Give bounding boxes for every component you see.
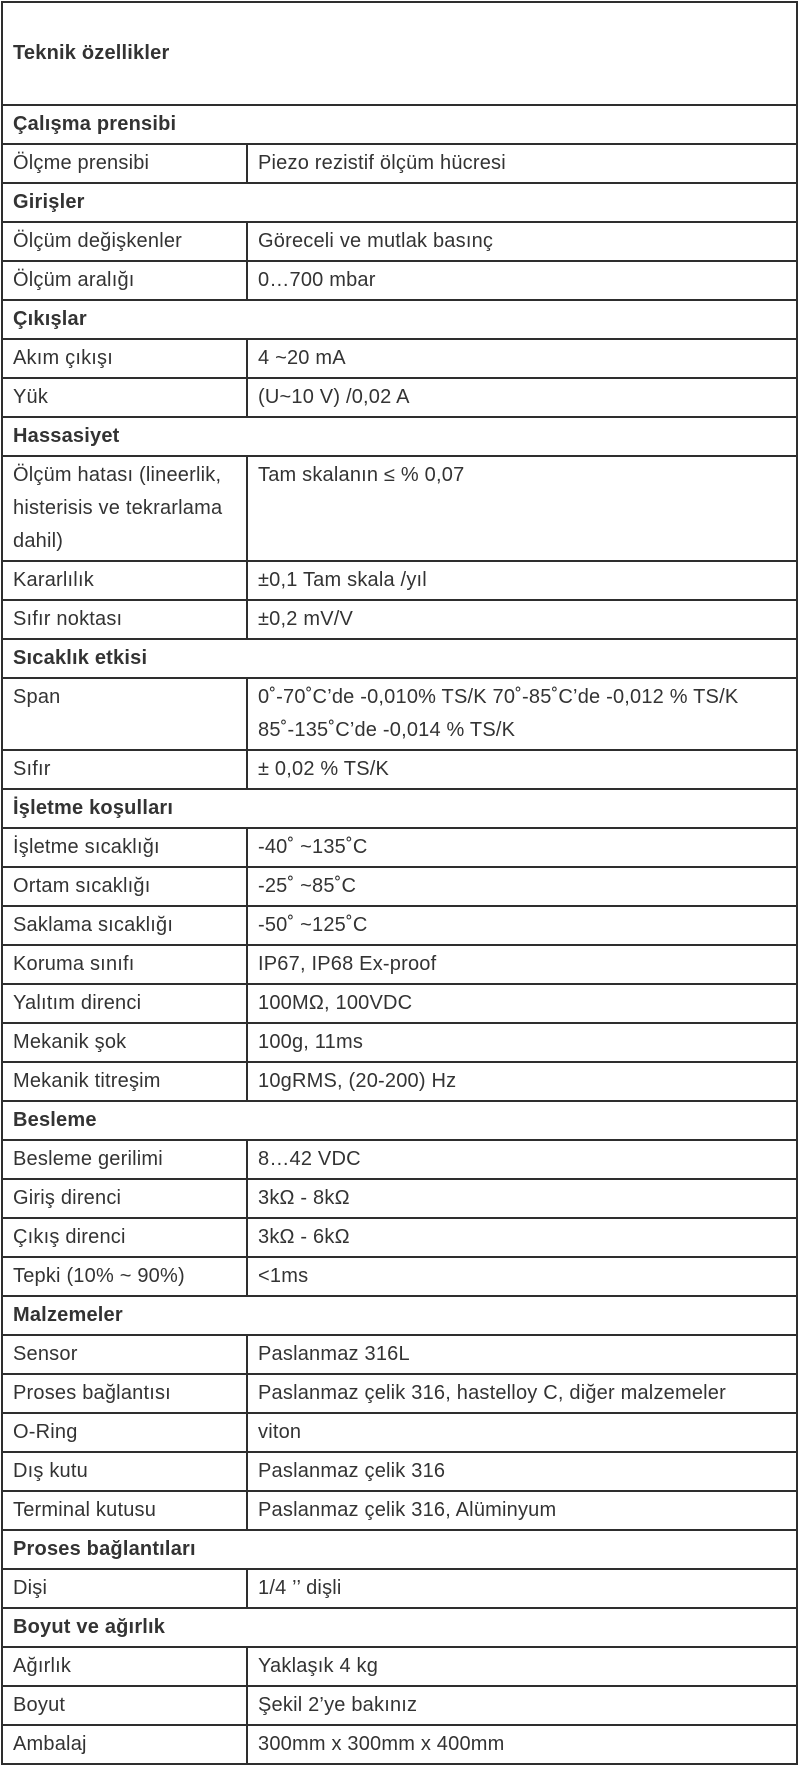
table-row: [2, 1023, 797, 1062]
section-header-row: [2, 105, 797, 144]
table-row: [2, 984, 797, 1023]
spec-value: <1ms: [247, 1257, 797, 1296]
spec-label: Ölçüm hatası (lineerlik, histerisis ve tekrarlama dahil): [2, 456, 247, 561]
table-row: [2, 945, 797, 984]
spec-label: Boyut: [2, 1686, 247, 1725]
spec-value: Paslanmaz çelik 316, hastelloy C, diğer malzemeler: [247, 1374, 797, 1413]
spec-label: Proses bağlantısı: [2, 1374, 247, 1413]
spec-table-body: [2, 2, 797, 1764]
table-row: [2, 1062, 797, 1101]
spec-label: Sıfır: [2, 750, 247, 789]
table-row: [2, 1569, 797, 1608]
section-header-row: [2, 639, 797, 678]
spec-value: ±0,1 Tam skala /yıl: [247, 561, 797, 600]
spec-value: Piezo rezistif ölçüm hücresi: [247, 144, 797, 183]
spec-label: Ölçme prensibi: [2, 144, 247, 183]
spec-label: Besleme gerilimi: [2, 1140, 247, 1179]
table-row: [2, 1413, 797, 1452]
spec-value: 4 ~20 mA: [247, 339, 797, 378]
section-header-row: [2, 300, 797, 339]
spec-label: İşletme sıcaklığı: [2, 828, 247, 867]
spec-value: -40˚ ~135˚C: [247, 828, 797, 867]
spec-value: 300mm x 300mm x 400mm: [247, 1725, 797, 1764]
spec-value: 100MΩ, 100VDC: [247, 984, 797, 1023]
spec-value: 10gRMS, (20-200) Hz: [247, 1062, 797, 1101]
spec-value: -50˚ ~125˚C: [247, 906, 797, 945]
table-row: [2, 561, 797, 600]
spec-value: Paslanmaz çelik 316: [247, 1452, 797, 1491]
table-row: [2, 828, 797, 867]
section-heading: Girişler: [2, 183, 797, 222]
spec-label: Ölçüm aralığı: [2, 261, 247, 300]
spec-label: Terminal kutusu: [2, 1491, 247, 1530]
spec-label: Ortam sıcaklığı: [2, 867, 247, 906]
spec-label: Akım çıkışı: [2, 339, 247, 378]
table-row: [2, 1491, 797, 1530]
table-row: [2, 867, 797, 906]
section-heading: Proses bağlantıları: [2, 1530, 797, 1569]
section-heading: Hassasiyet: [2, 417, 797, 456]
spec-label: Mekanik şok: [2, 1023, 247, 1062]
table-row: [2, 1452, 797, 1491]
spec-label: Çıkış direnci: [2, 1218, 247, 1257]
spec-value: Yaklaşık 4 kg: [247, 1647, 797, 1686]
spec-value: 0…700 mbar: [247, 261, 797, 300]
table-row: [2, 144, 797, 183]
spec-value: 100g, 11ms: [247, 1023, 797, 1062]
table-row: [2, 1179, 797, 1218]
spec-value: (U~10 V) /0,02 A: [247, 378, 797, 417]
section-heading: Malzemeler: [2, 1296, 797, 1335]
section-header-row: [2, 1530, 797, 1569]
table-row: [2, 222, 797, 261]
spec-label: Kararlılık: [2, 561, 247, 600]
title-row: [2, 2, 797, 105]
table-row: [2, 1686, 797, 1725]
spec-value: -25˚ ~85˚C: [247, 867, 797, 906]
spec-value: 3kΩ - 8kΩ: [247, 1179, 797, 1218]
spec-value: 3kΩ - 6kΩ: [247, 1218, 797, 1257]
spec-value: IP67, IP68 Ex-proof: [247, 945, 797, 984]
spec-value: 0˚-70˚C’de -0,010% TS/K 70˚-85˚C’de -0,012 % TS/K 85˚-135˚C’de -0,014 % TS/K: [247, 678, 797, 750]
section-heading: Boyut ve ağırlık: [2, 1608, 797, 1647]
spec-value: 1/4 ’’ dişli: [247, 1569, 797, 1608]
table-row: [2, 750, 797, 789]
section-header-row: [2, 183, 797, 222]
spec-value: Şekil 2’ye bakınız: [247, 1686, 797, 1725]
table-row: [2, 261, 797, 300]
spec-value: Tam skalanın ≤ % 0,07: [247, 456, 797, 561]
section-header-row: [2, 1296, 797, 1335]
spec-table: [1, 1, 798, 1765]
table-row: [2, 378, 797, 417]
section-header-row: [2, 1101, 797, 1140]
section-heading: Sıcaklık etkisi: [2, 639, 797, 678]
table-row: [2, 1257, 797, 1296]
spec-value: Göreceli ve mutlak basınç: [247, 222, 797, 261]
table-row: [2, 678, 797, 750]
table-row: [2, 339, 797, 378]
table-row: [2, 1335, 797, 1374]
spec-label: Mekanik titreşim: [2, 1062, 247, 1101]
table-row: [2, 906, 797, 945]
spec-value: 8…42 VDC: [247, 1140, 797, 1179]
spec-value: Paslanmaz 316L: [247, 1335, 797, 1374]
spec-label: Giriş direnci: [2, 1179, 247, 1218]
spec-label: Ölçüm değişkenler: [2, 222, 247, 261]
table-row: [2, 1725, 797, 1764]
table-row: [2, 1140, 797, 1179]
spec-label: Koruma sınıfı: [2, 945, 247, 984]
section-heading: İşletme koşulları: [2, 789, 797, 828]
section-heading: Çalışma prensibi: [2, 105, 797, 144]
spec-value: viton: [247, 1413, 797, 1452]
spec-value: ± 0,02 % TS/K: [247, 750, 797, 789]
section-heading: Çıkışlar: [2, 300, 797, 339]
spec-label: Sensor: [2, 1335, 247, 1374]
table-row: [2, 600, 797, 639]
table-title: Teknik özellikler: [2, 2, 797, 105]
table-row: [2, 1374, 797, 1413]
spec-label: Span: [2, 678, 247, 750]
spec-label: Tepki (10% ~ 90%): [2, 1257, 247, 1296]
spec-label: Dış kutu: [2, 1452, 247, 1491]
section-header-row: [2, 789, 797, 828]
section-header-row: [2, 1608, 797, 1647]
section-header-row: [2, 417, 797, 456]
section-heading: Besleme: [2, 1101, 797, 1140]
spec-label: Saklama sıcaklığı: [2, 906, 247, 945]
spec-label: Ambalaj: [2, 1725, 247, 1764]
spec-value: ±0,2 mV/V: [247, 600, 797, 639]
table-row: [2, 456, 797, 561]
spec-value: Paslanmaz çelik 316, Alüminyum: [247, 1491, 797, 1530]
spec-label: Dişi: [2, 1569, 247, 1608]
spec-label: Sıfır noktası: [2, 600, 247, 639]
spec-label: Ağırlık: [2, 1647, 247, 1686]
spec-label: O-Ring: [2, 1413, 247, 1452]
spec-label: Yalıtım direnci: [2, 984, 247, 1023]
spec-label: Yük: [2, 378, 247, 417]
table-row: [2, 1218, 797, 1257]
